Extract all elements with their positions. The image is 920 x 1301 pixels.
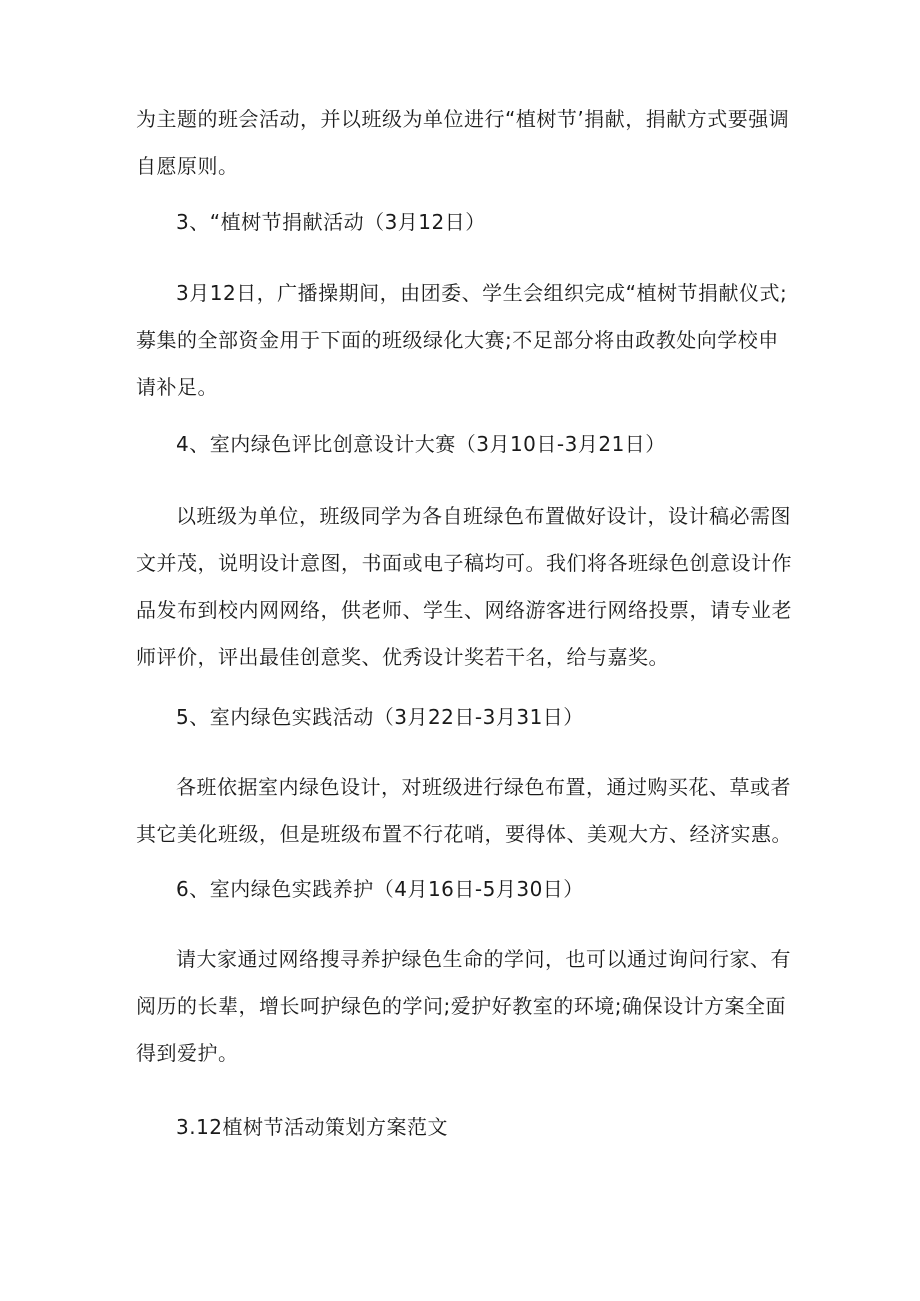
section-heading-5: 5、室内绿色实践活动（3月22日-3月31日） — [176, 705, 584, 729]
section-heading-3: 3、“植树节捐献活动（3月12日） — [176, 210, 486, 234]
paragraph-5: 各班依据室内绿色设计，对班级进行绿色布置，通过购买花、草或者其它美化班级，但是班级布置不行花哨，要得体、美观大方、经济实惠。 — [136, 775, 792, 846]
paragraph-3: 3月12日，广播操期间，由团委、学生会组织完成“植树节捐献仪式;募集的全部资金用于下面的班级绿化大赛;不足部分将由政教处向学校申请补足。 — [136, 281, 788, 399]
section-heading-6: 6、室内绿色实践养护（4月16日-5月30日） — [176, 877, 584, 901]
paragraph-4: 以班级为单位，班级同学为各自班绿色布置做好设计，设计稿必需图文并茂，说明设计意图，书面或电子稿均可。我们将各班绿色创意设计作品发布到校内网网络，供老师、学生、网络游客进行网络投票，请专业老师评价，评出最佳创意奖、优秀设计奖若干名，给与嘉奖。 — [136, 504, 792, 669]
paragraph-1: 为主题的班会活动，并以班级为单位进行“植树节’捐献，捐献方式要强调自愿原则。 — [136, 107, 790, 178]
section-heading-4: 4、室内绿色评比创意设计大赛（3月10日-3月21日） — [176, 432, 666, 456]
document-title: 3.12植树节活动策划方案范文 — [176, 1115, 449, 1139]
paragraph-6: 请大家通过网络搜寻养护绿色生命的学问，也可以通过询问行家、有阅历的长辈，增长呵护绿色的学问;爱护好教室的环境;确保设计方案全面得到爱护。 — [136, 947, 791, 1065]
